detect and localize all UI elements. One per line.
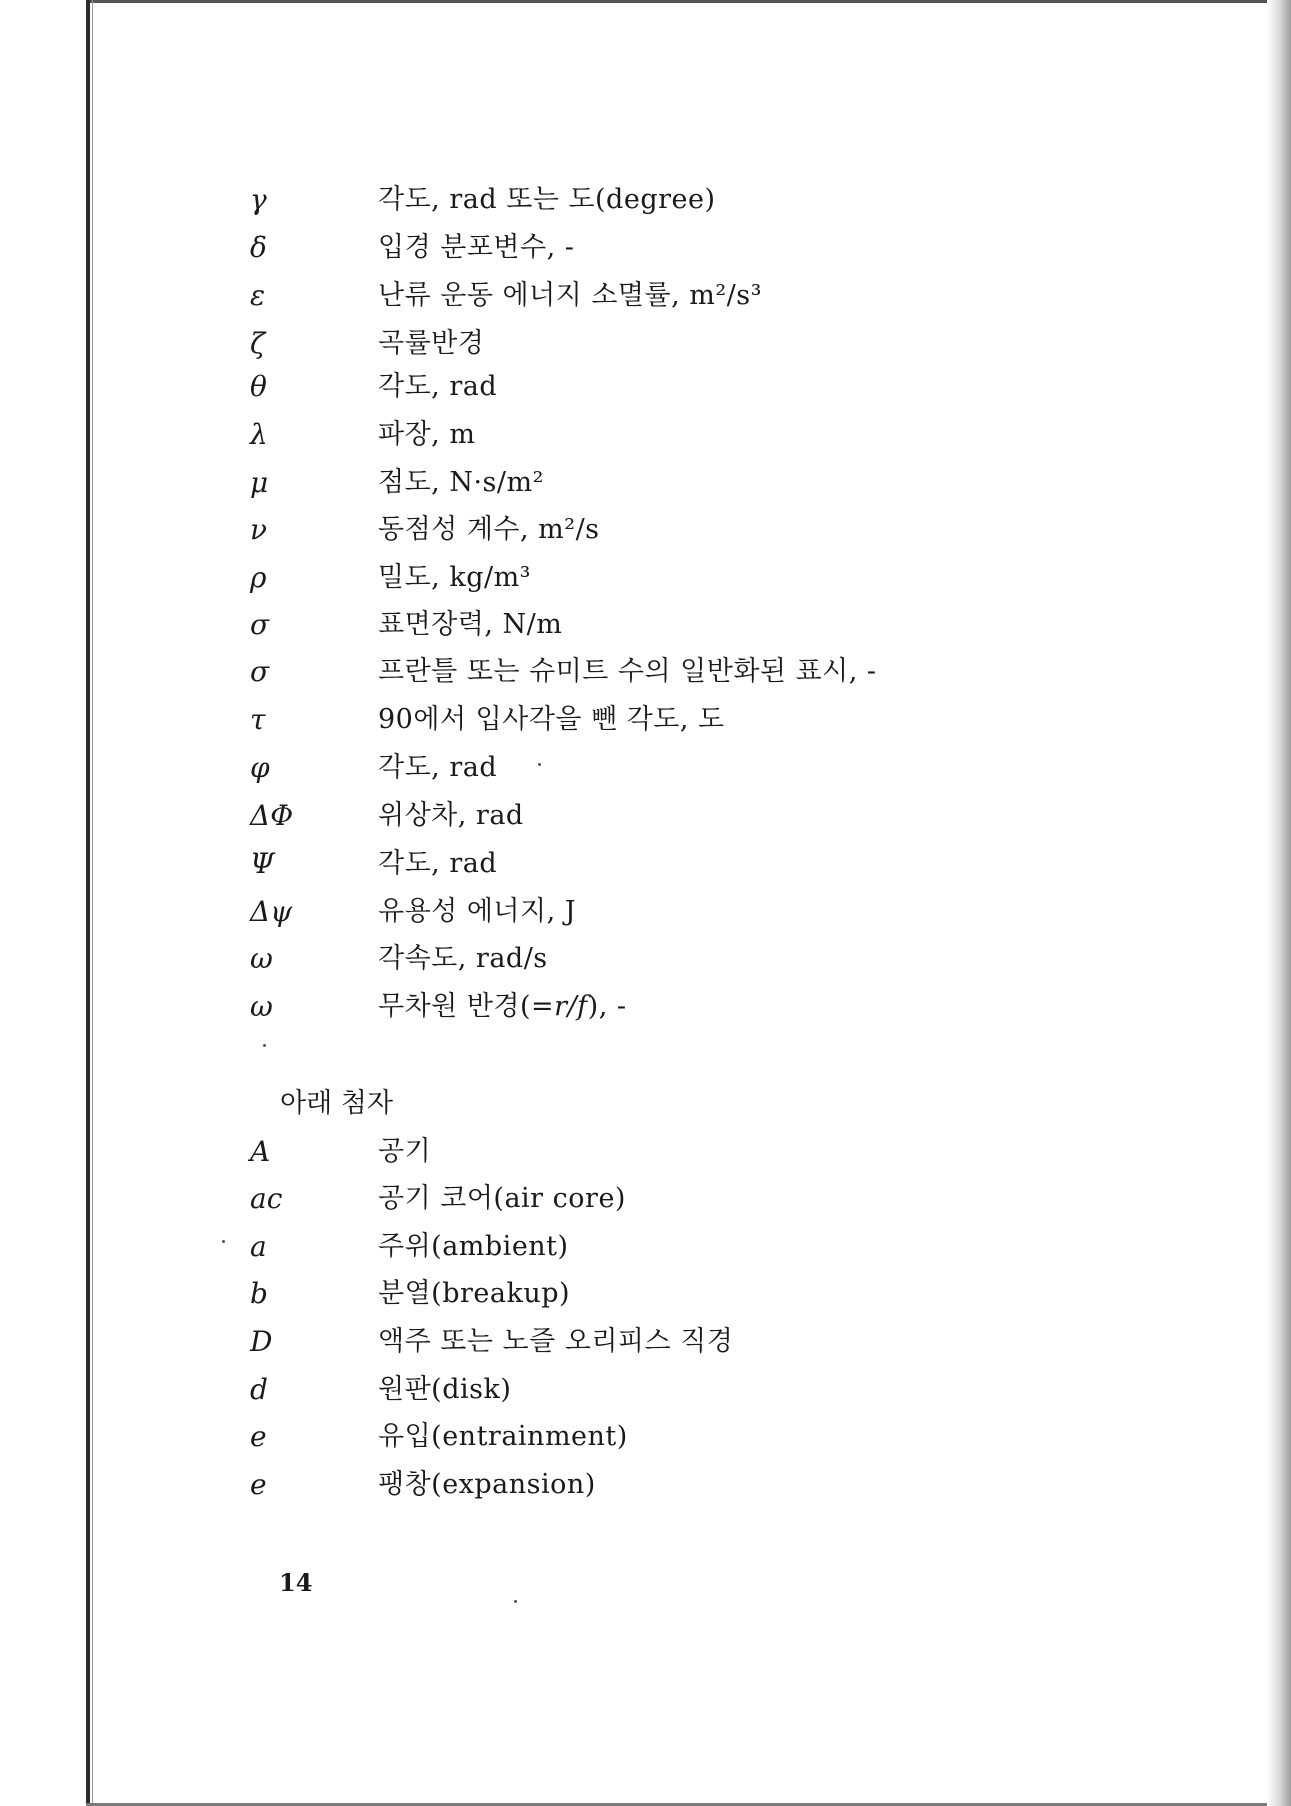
symbol-row bbox=[0, 985, 1291, 1029]
subscript-symbol: e bbox=[250, 1420, 267, 1453]
symbol-row bbox=[0, 365, 1291, 409]
symbol: σ bbox=[250, 608, 270, 641]
scan-speck bbox=[538, 763, 541, 766]
subscript-row bbox=[0, 1130, 1291, 1174]
symbol: σ bbox=[250, 655, 270, 688]
symbol: ρ bbox=[250, 561, 267, 594]
subscript-description: 공기 bbox=[378, 1136, 432, 1167]
subscript-row bbox=[0, 1463, 1291, 1507]
symbol-description: 입경 분포변수, - bbox=[378, 232, 575, 263]
scan-speck bbox=[514, 1600, 517, 1603]
symbol-description: 각도, rad bbox=[378, 848, 498, 879]
subscript-row bbox=[0, 1177, 1291, 1221]
subscript-description: 주위(ambient) bbox=[378, 1231, 569, 1262]
symbol-row bbox=[0, 226, 1291, 270]
subscript-symbol: ac bbox=[250, 1182, 283, 1215]
symbol: ζ bbox=[250, 327, 266, 360]
symbol: ν bbox=[250, 513, 268, 546]
subscript-symbol: A bbox=[250, 1135, 271, 1168]
symbol-row bbox=[0, 698, 1291, 742]
symbol: Ψ bbox=[250, 847, 275, 880]
symbol-description: 밀도, kg/m³ bbox=[378, 562, 531, 593]
symbol-row bbox=[0, 842, 1291, 886]
symbol-description: 위상차, rad bbox=[378, 800, 524, 831]
symbol: τ bbox=[250, 703, 266, 736]
subscript-row bbox=[0, 1415, 1291, 1459]
symbol-row bbox=[0, 937, 1291, 981]
symbol-description: 각속도, rad/s bbox=[378, 943, 548, 974]
symbol-description: 표면장력, N/m bbox=[378, 609, 563, 640]
symbol: ω bbox=[250, 942, 273, 975]
subscript-symbol: b bbox=[250, 1277, 268, 1310]
subscript-symbol: e bbox=[250, 1468, 267, 1501]
symbol: Δψ bbox=[250, 895, 293, 928]
symbol-description: 프란틀 또는 슈미트 수의 일반화된 표시, - bbox=[378, 656, 877, 687]
symbol-description: 난류 운동 에너지 소멸률, m²/s³ bbox=[378, 280, 762, 311]
subscript-description: 분열(breakup) bbox=[378, 1278, 571, 1309]
symbol: φ bbox=[250, 751, 270, 784]
symbol: λ bbox=[250, 418, 268, 451]
subscript-description: 액주 또는 노즐 오리피스 직경 bbox=[378, 1326, 734, 1357]
symbol-description: 각도, rad bbox=[378, 752, 498, 783]
symbol: δ bbox=[250, 231, 267, 264]
symbol-row bbox=[0, 650, 1291, 694]
subscript-description: 원판(disk) bbox=[378, 1374, 512, 1405]
symbol-row bbox=[0, 322, 1291, 366]
symbol: ω bbox=[250, 990, 273, 1023]
subscript-row bbox=[0, 1225, 1291, 1269]
subscript-symbol: d bbox=[250, 1373, 268, 1406]
subscript-symbol: D bbox=[250, 1325, 273, 1358]
symbol-description: 동점성 계수, m²/s bbox=[378, 514, 600, 545]
symbol-row bbox=[0, 603, 1291, 647]
scan-speck bbox=[263, 1044, 266, 1047]
subscript-description: 팽창(expansion) bbox=[378, 1469, 596, 1500]
symbol-row bbox=[0, 461, 1291, 505]
symbol-description: 각도, rad bbox=[378, 371, 498, 402]
symbol-description: 점도, N·s/m² bbox=[378, 467, 544, 498]
symbol-row bbox=[0, 890, 1291, 934]
symbol-description: 각도, rad 또는 도(degree) bbox=[378, 184, 716, 215]
page-edge-top bbox=[86, 0, 1291, 3]
symbol-row bbox=[0, 794, 1291, 838]
subscript-row bbox=[0, 1320, 1291, 1364]
symbol: ΔΦ bbox=[250, 799, 294, 832]
symbol-row bbox=[0, 508, 1291, 552]
subscript-description: 유입(entrainment) bbox=[378, 1421, 628, 1452]
subscript-heading: 아래 첨자 bbox=[280, 1088, 393, 1119]
symbol-row bbox=[0, 746, 1291, 790]
symbol-row bbox=[0, 413, 1291, 457]
symbol-description: 무차원 반경(=r/f), - bbox=[378, 991, 627, 1022]
subscript-row bbox=[0, 1368, 1291, 1412]
subscript-row bbox=[0, 1272, 1291, 1316]
symbol: θ bbox=[250, 370, 267, 403]
subscript-description: 공기 코어(air core) bbox=[378, 1183, 626, 1214]
symbol-description: 곡률반경 bbox=[378, 328, 485, 359]
symbol-row bbox=[0, 556, 1291, 600]
symbol: ε bbox=[250, 279, 266, 312]
page-number: 14 bbox=[279, 1568, 313, 1597]
symbol-description: 파장, m bbox=[378, 419, 476, 450]
symbol-row bbox=[0, 178, 1291, 222]
symbol-description: 유용성 에너지, J bbox=[378, 896, 577, 927]
scan-speck bbox=[222, 1240, 225, 1243]
symbol: γ bbox=[250, 183, 267, 216]
symbol: μ bbox=[250, 466, 269, 499]
symbol-row bbox=[0, 274, 1291, 318]
symbol-description: 90에서 입사각을 뺀 각도, 도 bbox=[378, 704, 725, 735]
subscript-symbol: a bbox=[250, 1230, 267, 1263]
